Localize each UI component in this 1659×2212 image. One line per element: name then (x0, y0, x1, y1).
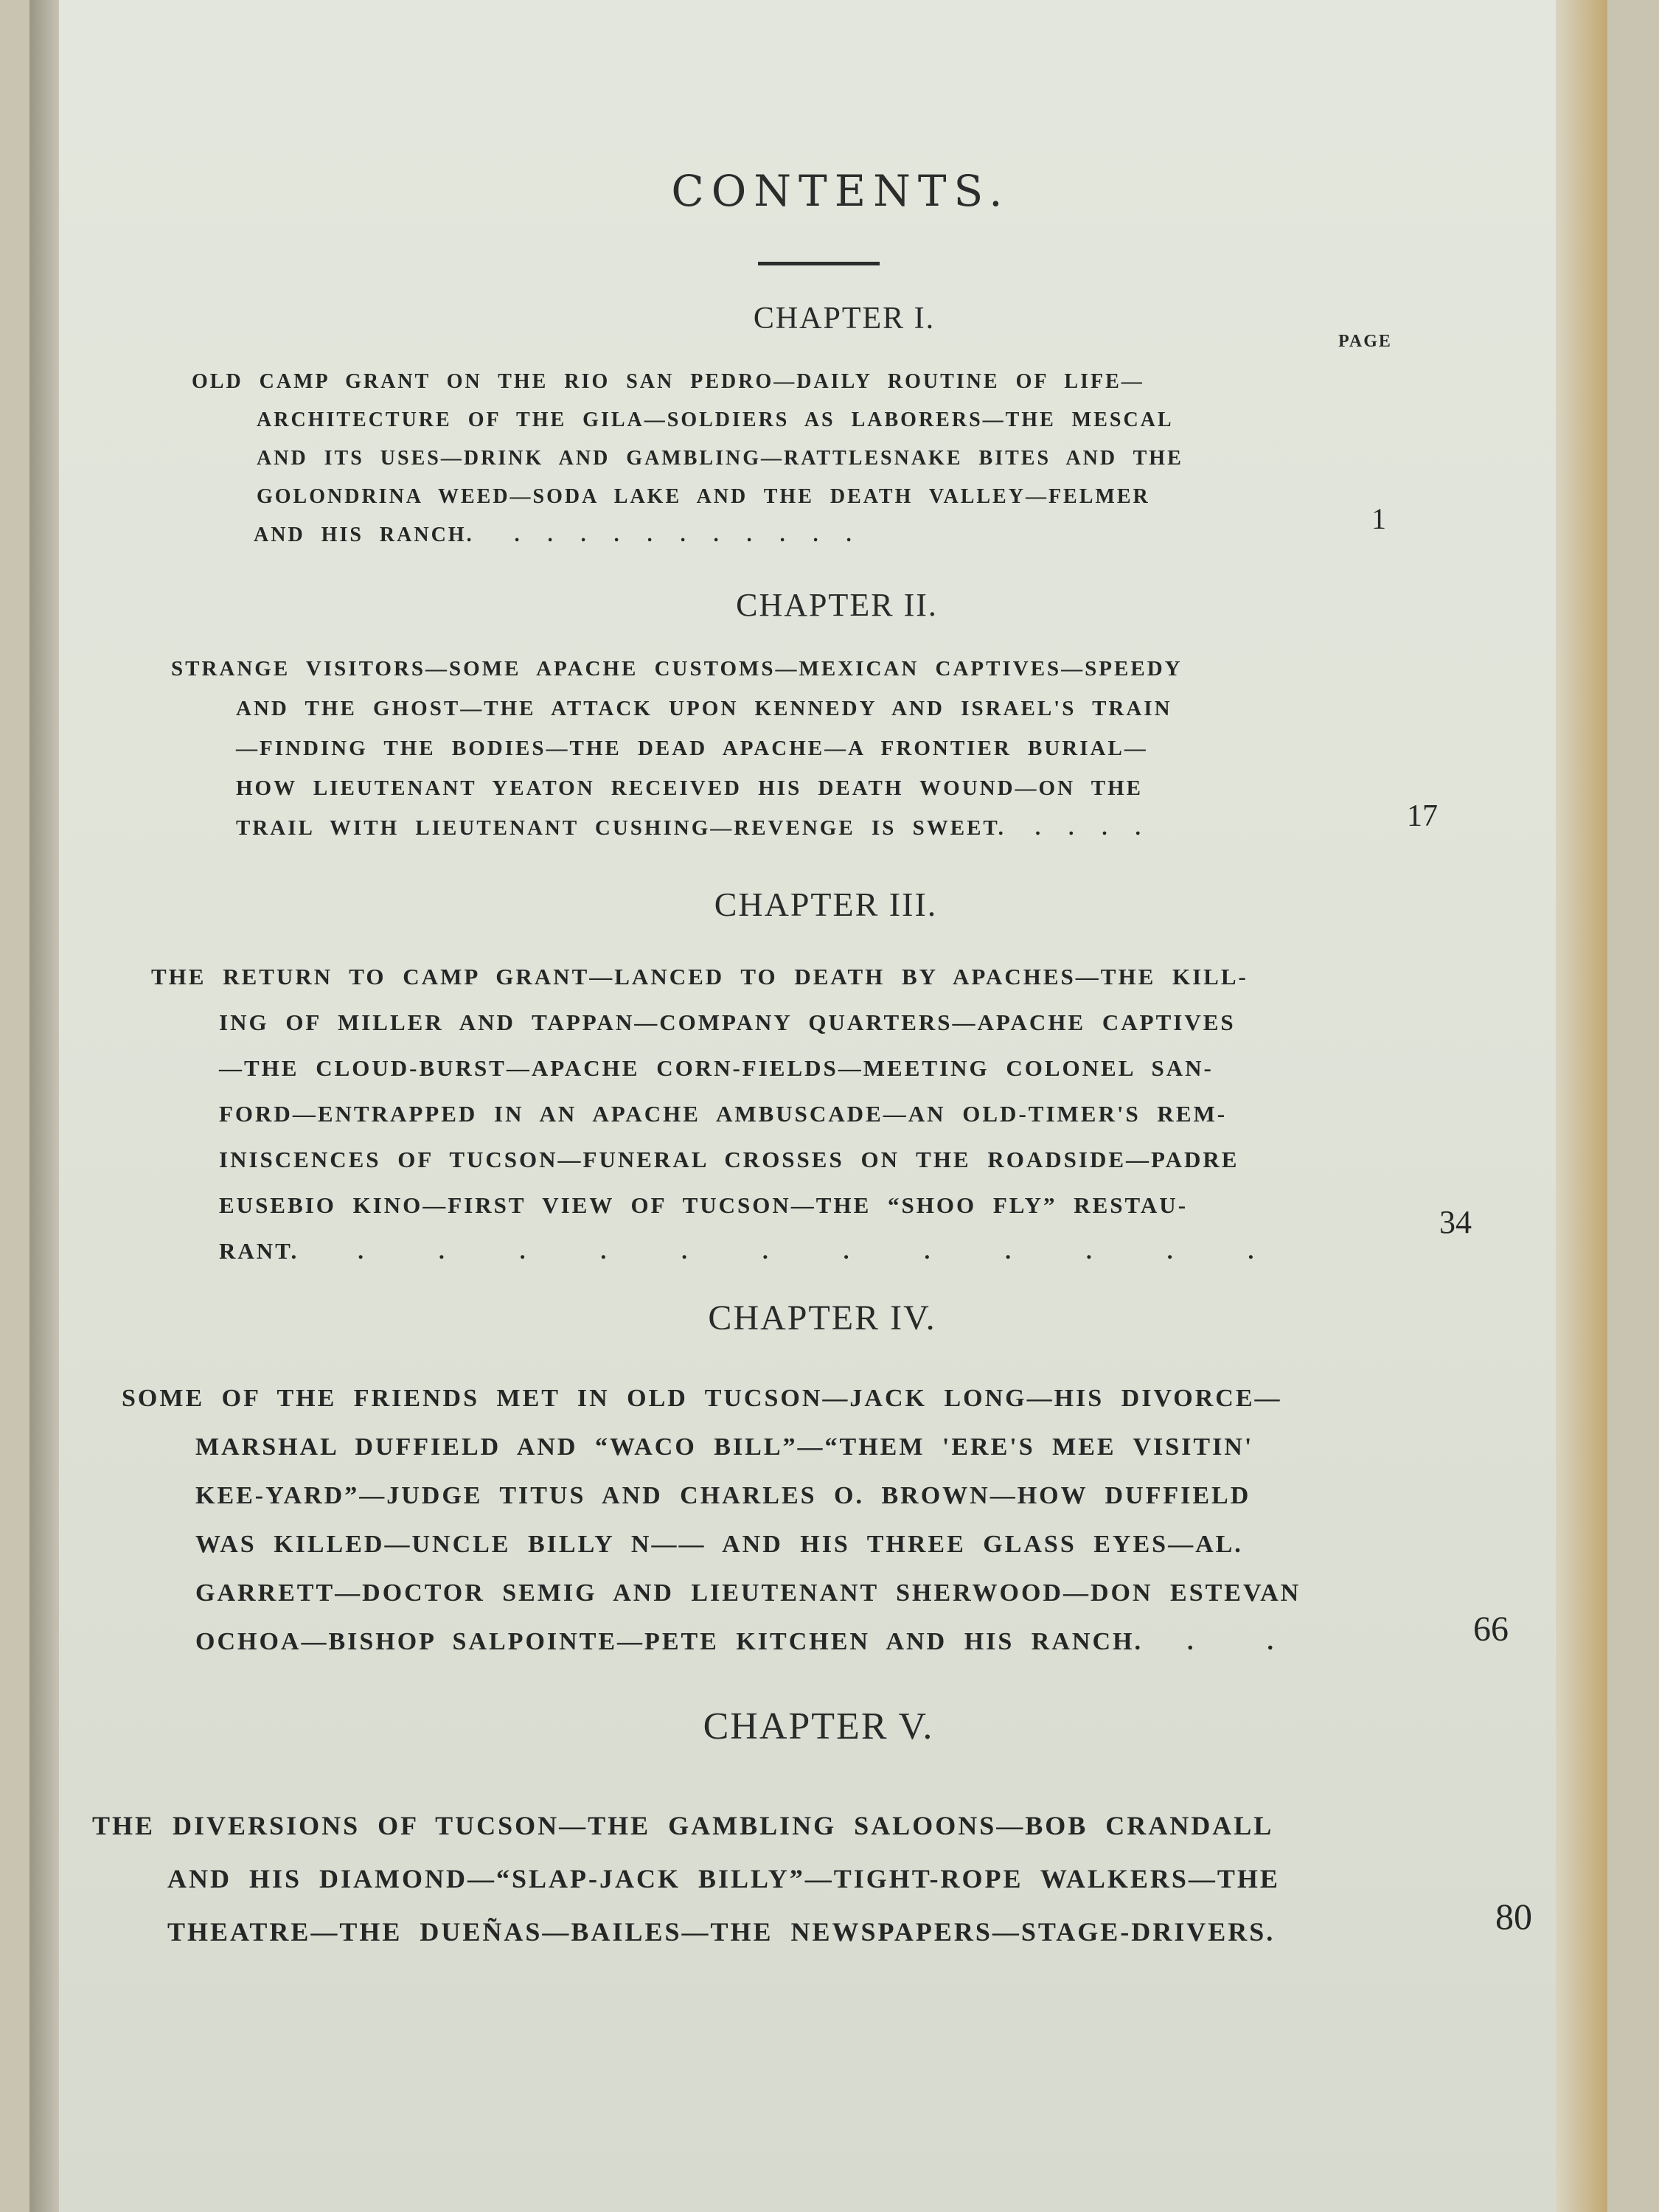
summary-line-text: AND HIS RANCH. (254, 524, 474, 546)
summary-line: THE DIVERSIONS OF TUCSON—THE GAMBLING SALOONS—BOB CRANDALL (92, 1811, 1274, 1840)
summary-line-text: RANT. (219, 1238, 299, 1264)
summary-line (122, 1618, 1347, 1666)
summary-line (151, 1228, 1329, 1274)
summary-line-text: TRAIL WITH LIEUTENANT CUSHING—REVENGE IS SWEET. (236, 816, 1006, 840)
summary-line: KEE-YARD”—JUDGE TITUS AND CHARLES O. BROWN—HOW DUFFIELD (195, 1482, 1251, 1509)
chapter-summary (92, 1799, 1280, 1958)
chapter-summary (171, 649, 1183, 848)
page-number: 17 (1407, 799, 1438, 833)
chapter-heading: CHAPTER IV. (708, 1298, 936, 1338)
summary-line: THEATRE—THE DUEÑAS—BAILES—THE NEWSPAPERS—STAGE-DRIVERS. (167, 1917, 1276, 1947)
summary-line (192, 516, 1183, 554)
page-title: CONTENTS. (671, 166, 1010, 216)
chapter-heading: CHAPTER II. (736, 587, 938, 623)
summary-line: MARSHAL DUFFIELD AND “WACO BILL”—“THEM 'ERE'S MEE VISITIN' (195, 1433, 1254, 1461)
chapter-heading: CHAPTER III. (714, 886, 938, 923)
summary-line: WAS KILLED—UNCLE BILLY N—— AND HIS THREE GLASS EYES—AL. (195, 1531, 1243, 1558)
page-number: 80 (1495, 1896, 1532, 1937)
summary-line: STRANGE VISITORS—SOME APACHE CUSTOMS—MEXICAN CAPTIVES—SPEEDY (171, 657, 1183, 681)
chapter-heading: CHAPTER V. (703, 1705, 934, 1747)
summary-line: GOLONDRINA WEED—SODA LAKE AND THE DEATH VALLEY—FELMER (257, 485, 1150, 508)
summary-line: GARRETT—DOCTOR SEMIG AND LIEUTENANT SHERWOOD—DON ESTEVAN (195, 1579, 1301, 1607)
book-page (29, 0, 1607, 2212)
leader-dots: ........... (514, 524, 880, 546)
summary-line-text: OCHOA—BISHOP SALPOINTE—PETE KITCHEN AND HIS RANCH. (195, 1628, 1143, 1655)
leader-dots: ............ (358, 1238, 1329, 1264)
summary-line: —THE CLOUD-BURST—APACHE CORN-FIELDS—MEETING COLONEL SAN- (219, 1055, 1214, 1081)
chapter-summary (122, 1374, 1347, 1666)
leader-dots: .. (1186, 1628, 1347, 1655)
summary-line (171, 808, 1183, 848)
page-column-label: PAGE (1338, 332, 1392, 351)
summary-line: EUSEBIO KINO—FIRST VIEW OF TUCSON—THE “SHOO FLY” RESTAU- (219, 1192, 1189, 1218)
summary-line: THE RETURN TO CAMP GRANT—LANCED TO DEATH BY APACHES—THE KILL- (151, 964, 1248, 990)
summary-line: AND ITS USES—DRINK AND GAMBLING—RATTLESNAKE BITES AND THE (257, 447, 1183, 470)
leader-dots: .... (1034, 816, 1169, 840)
page-number: 1 (1371, 502, 1386, 535)
summary-line: OLD CAMP GRANT ON THE RIO SAN PEDRO—DAILY ROUTINE OF LIFE— (192, 370, 1144, 393)
page-number: 34 (1439, 1204, 1472, 1240)
chapter-summary (151, 954, 1329, 1274)
chapter-heading: CHAPTER I. (753, 302, 936, 335)
page-gutter (29, 0, 59, 2212)
summary-line: SOME OF THE FRIENDS MET IN OLD TUCSON—JACK LONG—HIS DIVORCE— (122, 1385, 1282, 1412)
chapter-summary (192, 363, 1183, 554)
summary-line: ARCHITECTURE OF THE GILA—SOLDIERS AS LABORERS—THE MESCAL (257, 408, 1174, 431)
summary-line: HOW LIEUTENANT YEATON RECEIVED HIS DEATH WOUND—ON THE (236, 776, 1144, 800)
summary-line: AND THE GHOST—THE ATTACK UPON KENNEDY AND ISRAEL'S TRAIN (236, 697, 1172, 720)
page-number: 66 (1473, 1610, 1509, 1649)
summary-line: ING OF MILLER AND TAPPAN—COMPANY QUARTERS—APACHE CAPTIVES (219, 1009, 1236, 1035)
summary-line: INISCENCES OF TUCSON—FUNERAL CROSSES ON THE ROADSIDE—PADRE (219, 1147, 1239, 1172)
summary-line: —FINDING THE BODIES—THE DEAD APACHE—A FRONTIER BURIAL— (236, 737, 1148, 760)
summary-line: FORD—ENTRAPPED IN AN APACHE AMBUSCADE—AN OLD-TIMER'S REM- (219, 1101, 1228, 1127)
summary-line: AND HIS DIAMOND—“SLAP-JACK BILLY”—TIGHT-ROPE WALKERS—THE (167, 1864, 1280, 1893)
title-rule (758, 262, 880, 265)
